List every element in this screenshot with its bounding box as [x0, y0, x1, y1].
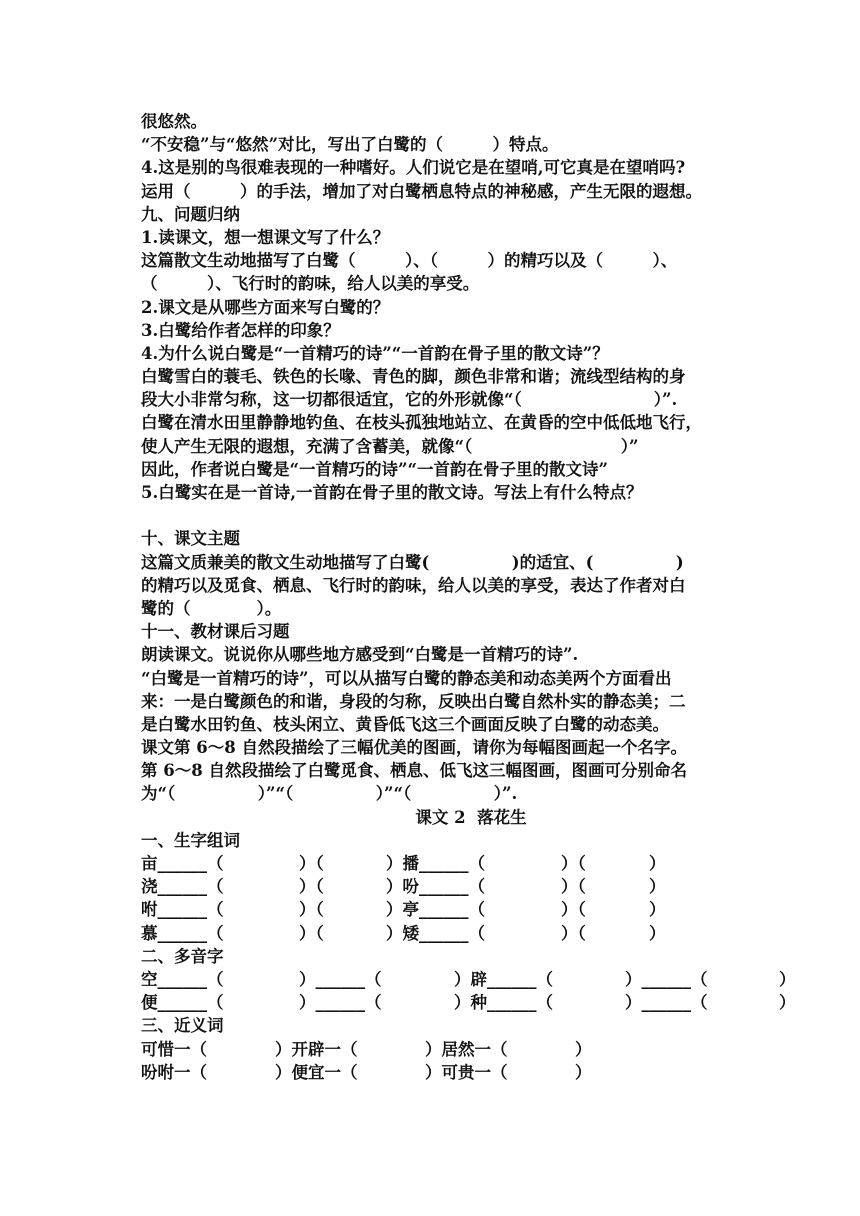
polyphone-cell: ）辟______（	[454, 969, 553, 989]
text-line: 3.白鹭给作者怎样的印象？	[141, 320, 340, 340]
text-line: 为“（ ）”“（ ）”“（ ）”.	[141, 784, 518, 804]
vocab-row	[141, 922, 801, 945]
text-line: 4.为什么说白鹭是“一首精巧的诗”“一首韵在骨子里的散文诗”？	[141, 343, 609, 363]
synonym-cell: 吩咐一（	[141, 1062, 207, 1082]
text-line: （ ）、飞行时的韵味，给人以美的享受。	[141, 274, 480, 294]
text-line: “不安稳”与“悠然”对比，写出了白鹭的（ ）特点。	[141, 135, 559, 155]
vocab-cell: ）（	[299, 854, 324, 873]
text-block-b	[141, 527, 801, 805]
synonym-cell: ）开辟一（	[275, 1039, 358, 1059]
vocab-cell: ）	[649, 923, 666, 943]
vocab-cell: ）（	[561, 923, 586, 943]
blank-gap	[141, 504, 801, 527]
text-line: 这篇文质兼美的散文生动地描写了白鹭( )的适宜、( )	[141, 552, 684, 572]
text-line: 2.课文是从哪些方面来写白鹭的？	[141, 297, 390, 317]
synonym-row	[141, 1038, 801, 1061]
vocab-cell: ）（	[299, 877, 324, 897]
polyphone-cell: ）	[779, 969, 796, 989]
vocab-cell: ）（	[299, 900, 324, 920]
polyphone-row	[141, 991, 801, 1014]
lesson-title: 课文 2 落花生	[415, 807, 527, 827]
text-line: 来：一是白鹭颜色的和谐，身段的匀称，反映出白鹭自然朴实的静态美；二	[141, 691, 686, 711]
synonym-cell: ）	[575, 1039, 592, 1059]
synonym-table	[141, 1038, 801, 1084]
vocab-cell: ）（	[561, 854, 586, 873]
vocab-cell: 慕______（	[141, 923, 224, 943]
text-line: 4.这是别的鸟很难表现的一种嗜好。人们说它是在望哨,可它真是在望哨吗?	[141, 158, 686, 178]
vocab-cell: ）（	[299, 923, 324, 943]
text-line: 第 6～8 自然段描绘了白鹭觅食、栖息、低飞这三幅图画，图画可分别命名	[141, 761, 687, 781]
text-line: 课文第 6～8 自然段描绘了三幅优美的图画，请你为每幅图画起一个名字。	[141, 738, 687, 758]
text-line: 运用（ ）的手法，增加了对白鹭栖息特点的神秘感，产生无限的遐想。	[141, 181, 702, 201]
text-line: 5.白鹭实在是一首诗,一首韵在骨子里的散文诗。写法上有什么特点？	[141, 483, 643, 502]
synonym-cell: ）便宜一（	[275, 1062, 358, 1082]
vocab-cell: ）	[649, 854, 666, 873]
text-line: 鹭的（ ）。	[141, 598, 282, 618]
polyphone-cell: ）种______（	[454, 993, 553, 1013]
polyphone-cell: 便______（	[141, 993, 224, 1013]
polyphone-cell: ）______（	[299, 993, 382, 1013]
section-heading-polyphone: 二、多音字	[141, 946, 224, 966]
vocab-row	[141, 898, 801, 921]
polyphone-cell: 空______（	[141, 969, 224, 989]
vocab-cell: ）吩______（	[386, 877, 485, 897]
synonym-cell: ）居然一（	[425, 1039, 508, 1059]
vocab-cell: ）	[649, 900, 666, 920]
synonym-cell: ）可贵一（	[425, 1062, 508, 1082]
text-line: 因此，作者说白鹭是“一首精巧的诗”“一首韵在骨子里的散文诗”	[141, 459, 608, 479]
vocab-cell: ）播______（	[386, 854, 485, 873]
synonym-row	[141, 1061, 801, 1084]
polyphone-table	[141, 968, 801, 1014]
vocab-cell: ）亭______（	[386, 900, 485, 920]
vocab-cell: 亩______（	[141, 854, 224, 873]
text-line: 1.读课文，想一想课文写了什么？	[141, 227, 390, 247]
vocab-cell: ）（	[561, 877, 586, 897]
polyphone-cell: ）______（	[625, 969, 708, 989]
text-line: 的精巧以及觅食、栖息、飞行时的韵味，给人以美的享受，表达了作者对白	[141, 575, 686, 595]
text-line: 白鹭雪白的蓑毛、铁色的长喙、青色的脚，颜色非常和谐；流线型结构的身	[141, 367, 686, 387]
section-heading-vocab: 一、生字组词	[141, 830, 240, 850]
text-line: 使人产生无限的遐想，充满了含蓄美，就像“（ ）”	[141, 436, 639, 456]
polyphone-cell: ）______（	[625, 993, 708, 1013]
section-heading: 九、问题归纳	[141, 204, 240, 224]
vocab-row	[141, 875, 801, 898]
section-heading: 十一、教材课后习题	[141, 622, 290, 642]
vocab-cell: 浇______（	[141, 877, 224, 897]
text-line: 是白鹭水田钓鱼、枝头闲立、黄昏低飞这三个画面反映了白鹭的动态美。	[141, 714, 669, 734]
vocab-row	[141, 852, 801, 875]
polyphone-row	[141, 968, 801, 991]
text-line: 这篇散文生动地描写了白鹭（ ）、（ ）的精巧以及（ ）、	[141, 251, 678, 271]
text-line: 段大小非常匀称，这一切都很适宜，它的外形就像“（ ）”.	[141, 390, 678, 410]
polyphone-cell: ）	[779, 993, 796, 1013]
vocab-cell: 咐______（	[141, 900, 224, 920]
text-line: 很悠然。	[141, 112, 207, 131]
synonym-cell: ）	[575, 1062, 592, 1082]
vocab-cell: ）（	[561, 900, 586, 920]
synonym-cell: 可惜一（	[141, 1039, 207, 1059]
section-heading: 十、课文主题	[141, 529, 240, 549]
polyphone-cell: ）______（	[299, 969, 382, 989]
text-line: 朗读课文。说说你从哪些地方感受到“白鹭是一首精巧的诗”.	[141, 645, 579, 665]
text-line: “白鹭是一首精巧的诗”，可以从描写白鹭的静态美和动态美两个方面看出	[141, 668, 672, 688]
text-line: 白鹭在清水田里静静地钓鱼、在枝头孤独地站立、在黄昏的空中低低地飞行，	[141, 413, 702, 433]
vocab-cell: ）	[649, 877, 666, 897]
vocab-table	[141, 852, 801, 945]
vocab-cell: ）矮______（	[386, 923, 485, 943]
text-block-a	[141, 110, 801, 504]
worksheet-page	[141, 110, 801, 1084]
section-heading-synonym: 三、近义词	[141, 1016, 224, 1036]
